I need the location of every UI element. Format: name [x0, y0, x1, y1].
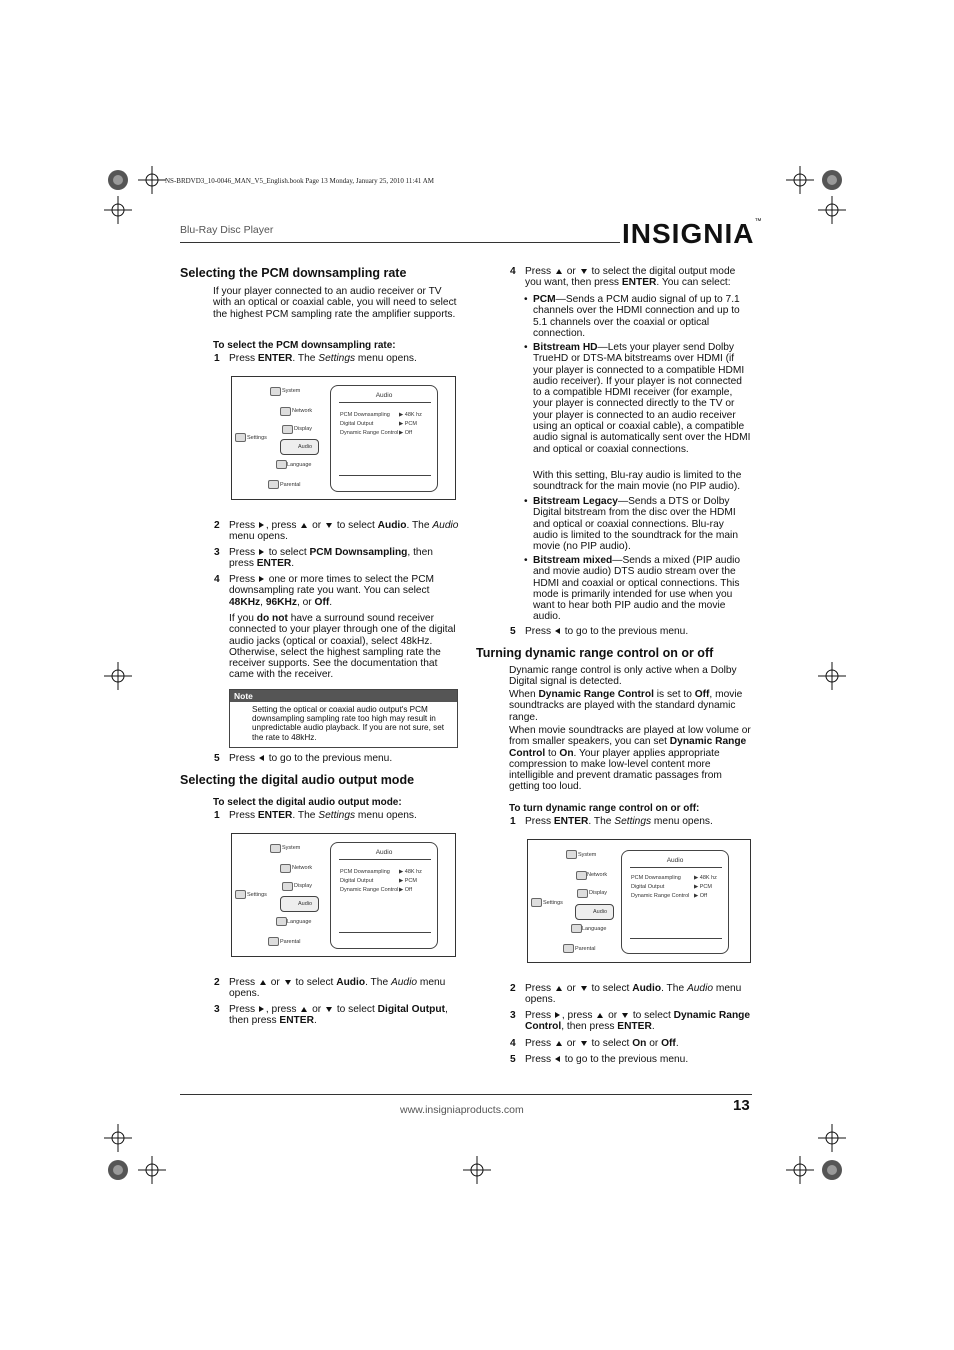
down-arrow-icon [285, 980, 291, 985]
note-label: Note [230, 690, 457, 702]
up-arrow-icon [556, 986, 562, 991]
bullet-pcm: • PCM—Sends a PCM audio signal of up to 7.1 channels over the HDMI connection and up to 5.1 channels over the coaxial or optical connection. [524, 294, 740, 339]
down-arrow-icon [581, 986, 587, 991]
drc-step-2: 2 Press or to select Audio. The Audio menu opens. [510, 983, 742, 1006]
settings-menu-screenshot-1: Settings System Network Display Audio Language Parental Audio PCM Downsampling ▶ 48K hz Digital Output ▶ PCM Dynamic Range Control ▶ Off [231, 376, 456, 500]
pcm-step-2: 2 Press , press or to select Audio. The Audio menu opens. [214, 520, 459, 543]
section-title-pcm: Selecting the PCM downsampling rate [180, 266, 407, 280]
system-icon [566, 850, 577, 859]
down-arrow-icon [622, 1013, 628, 1018]
settings-menu-screenshot-3: Settings System Network Display Audio Language Parental Audio PCM Downsampling ▶ 48K hz Digital Output ▶ PCM Dynamic Range Control ▶ Off [527, 839, 751, 963]
up-arrow-icon [597, 1013, 603, 1018]
crosshair-mark-icon [104, 662, 132, 690]
logo-tm: ™ [754, 218, 763, 225]
digital-step-3: 3 Press , press or to select Digital Output, then press ENTER. [214, 1004, 448, 1027]
parental-icon [563, 944, 574, 953]
step-number: 1 [214, 353, 220, 364]
crosshair-mark-icon [138, 166, 166, 194]
registration-mark-icon [104, 166, 132, 194]
right-arrow-icon [259, 522, 264, 528]
drc-step-5: 5 Press to go to the previous menu. [510, 1054, 689, 1065]
settings-menu-screenshot-2: Settings System Network Display Audio Language Parental Audio PCM Downsampling ▶ 48K hz Digital Output ▶ PCM Dynamic Range Control ▶ Off [231, 833, 456, 957]
settings-icon [235, 890, 246, 899]
crosshair-mark-icon [818, 1124, 846, 1152]
logo-text: INSIGNIA [622, 218, 755, 249]
section-title-dynamic-range: Turning dynamic range control on or off [476, 646, 714, 660]
drc-step-4: 4 Press or to select On or Off. [510, 1038, 679, 1049]
running-head: Blu-Ray Disc Player [180, 224, 274, 236]
registration-mark-icon [104, 1156, 132, 1184]
page-number: 13 [733, 1097, 750, 1114]
right-arrow-icon [259, 549, 264, 555]
drc-step-3: 3 Press , press or to select Dynamic Range Control, then press ENTER. [510, 1010, 751, 1033]
language-icon [571, 924, 582, 933]
parental-icon [268, 937, 279, 946]
pcm-intro: If your player connected to an audio receiver or TV with an optical or coaxial cable, you will need to select the highest PCM sampling rate the amplifier supports. [213, 286, 457, 320]
language-icon [276, 917, 287, 926]
footer-url: www.insigniaproducts.com [400, 1104, 524, 1116]
crosshair-mark-icon [786, 1156, 814, 1184]
system-icon [270, 387, 281, 396]
parental-icon [268, 480, 279, 489]
pcm-subheading: To select the PCM downsampling rate: [213, 340, 396, 351]
crosshair-mark-icon [818, 662, 846, 690]
drc-p1: Dynamic range control is only active when a Dolby Digital signal is detected. [509, 665, 737, 688]
up-arrow-icon [301, 523, 307, 528]
drc-p2: When Dynamic Range Control is set to Off, movie soundtracks are played with the standard dynamic range. [509, 689, 743, 723]
drc-subheading: To turn dynamic range control on or off: [509, 803, 700, 814]
left-arrow-icon [259, 755, 264, 761]
note-box [229, 689, 458, 748]
audio-panel: Audio PCM Downsampling ▶ 48K hz Digital Output ▶ PCM Dynamic Range Control ▶ Off [621, 850, 729, 954]
pcm-step-1: 1 Press ENTER. The Settings menu opens. [214, 353, 417, 364]
up-arrow-icon [556, 1041, 562, 1046]
footer-rule [180, 1094, 752, 1095]
down-arrow-icon [326, 523, 332, 528]
crosshair-mark-icon [104, 196, 132, 224]
right-arrow-icon [555, 1012, 560, 1018]
section-title-digital-output: Selecting the digital audio output mode [180, 773, 415, 787]
drc-p3: When movie soundtracks are played at low volume or from smaller speakers, you can set Dynamic Range Control to On. Your player applies appropriate compression to make low-level content more intelligible and prevent dramatic passages from getting too loud. [509, 725, 751, 793]
crosshair-mark-icon [138, 1156, 166, 1184]
bullet-bitstream-hd: • Bitstream HD—Lets your player send Dolby TrueHD or DTS-MA bitstreams over HDMI (if your player is connected to a compatible HDMI audio receiver). If your player is not connected to a compatible HDMI receiver (for example, your player is connected directly to the TV or your player is connected to an audio receiver using an optical or coaxial cable), a compatible audio signal is automatically sent over the HDMI and optical or coaxial connections. [524, 342, 751, 455]
pcm-step-5: 5 Press to go to the previous menu. [214, 753, 393, 764]
display-icon [577, 889, 588, 898]
registration-mark-icon [818, 166, 846, 194]
digital-step-1: 1 Press ENTER. The Settings menu opens. [214, 810, 417, 821]
audio-panel: Audio PCM Downsampling ▶ 48K hz Digital Output ▶ PCM Dynamic Range Control ▶ Off [330, 385, 438, 492]
insignia-logo [622, 218, 762, 250]
crosshair-mark-icon [786, 166, 814, 194]
language-icon [276, 460, 287, 469]
right-arrow-icon [259, 576, 264, 582]
display-icon [282, 882, 293, 891]
pcm-step-4-detail: If you do not have a surround sound receiver connected to your player through one of the digital audio jacks (optical or coaxial), select 48kHz. Otherwise, select the highest sampling rate the receiver supports. See the documentation that came with the receiver. [229, 613, 456, 681]
drc-step-1: 1 Press ENTER. The Settings menu opens. [510, 816, 713, 827]
crosshair-mark-icon [104, 1124, 132, 1152]
network-icon [280, 407, 291, 416]
crosshair-mark-icon [463, 1156, 491, 1184]
digital-step-5: 5 Press to go to the previous menu. [510, 626, 689, 637]
digital-step-2: 2 Press or to select Audio. The Audio menu opens. [214, 977, 446, 1000]
left-arrow-icon [555, 628, 560, 634]
settings-icon [531, 898, 542, 907]
print-header: NS-BRDVD3_10-0046_MAN_V5_English.book Page 13 Monday, January 25, 2010 11:41 AM [165, 177, 434, 185]
pcm-step-3: 3 Press to select PCM Downsampling, then press ENTER. [214, 547, 433, 570]
digital-step-4: 4 Press or to select the digital output mode you want, then press ENTER. You can select: [510, 266, 736, 289]
right-arrow-icon [259, 1006, 264, 1012]
network-icon [280, 864, 291, 873]
left-arrow-icon [555, 1056, 560, 1062]
down-arrow-icon [326, 1007, 332, 1012]
network-icon [576, 871, 587, 880]
audio-panel: Audio PCM Downsampling ▶ 48K hz Digital Output ▶ PCM Dynamic Range Control ▶ Off [330, 842, 438, 949]
up-arrow-icon [556, 269, 562, 274]
up-arrow-icon [260, 980, 266, 985]
display-icon [282, 425, 293, 434]
digital-output-subheading: To select the digital audio output mode: [213, 797, 402, 808]
down-arrow-icon [581, 1041, 587, 1046]
system-icon [270, 844, 281, 853]
crosshair-mark-icon [818, 196, 846, 224]
up-arrow-icon [301, 1007, 307, 1012]
down-arrow-icon [581, 269, 587, 274]
bitstream-hd-note: With this setting, Blu-ray audio is limited to the soundtrack for the main movie (no PIP audio). [533, 470, 742, 493]
settings-icon [235, 433, 246, 442]
header-rule [180, 242, 620, 243]
pcm-step-4: 4 Press one or more times to select the PCM downsampling rate you want. You can select 48KHz, 96KHz, or Off. [214, 574, 435, 608]
registration-mark-icon [818, 1156, 846, 1184]
bullet-bitstream-legacy: • Bitstream Legacy—Sends a DTS or Dolby Digital bitstream from the disc over the HDMI and optical or coaxial connections. Blu-ray audio is limited to the soundtrack for the main movie (no PIP audio). [524, 496, 738, 553]
note-text: Setting the optical or coaxial audio output's PCM downsampling sampling rate too high may result in unpredictable audio playback. If you are not sure, set the rate to 48kHz. [252, 705, 445, 742]
bullet-bitstream-mixed: • Bitstream mixed—Sends a mixed (PIP audio and movie audio) DTS audio stream over the HDMI and coaxial or optical connections. This mode is primarily intended for use when you want to hear both PIP audio and the movie audio. [524, 555, 741, 623]
